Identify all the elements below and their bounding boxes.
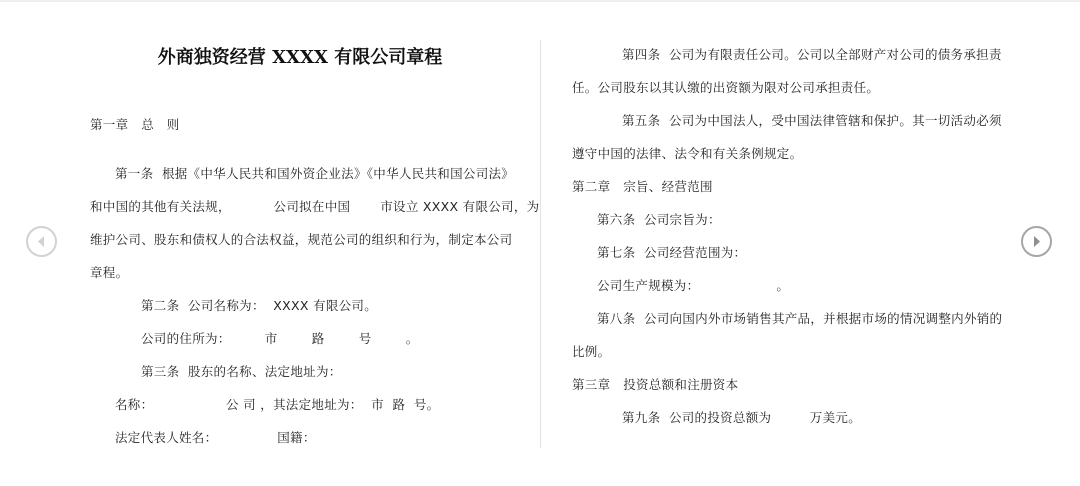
paragraph-line: 和中国的其他有关法规， 公司拟在中国 市设立 XXXX 有限公司，为 xyxy=(90,199,540,214)
paragraph-line: 第五条 公司为中国法人，受中国法律管辖和保护。其一切活动必须 xyxy=(622,113,1002,128)
paragraph-line: 第二条 公司名称为： XXXX 有限公司。 xyxy=(141,298,378,313)
page-divider xyxy=(540,40,541,448)
paragraph-line: 遵守中国的法律、法令和有关条例规定。 xyxy=(572,146,803,161)
chapter-heading: 第二章 宗旨、经营范围 xyxy=(572,179,713,194)
chapter-heading: 第一章 总 则 xyxy=(90,117,180,132)
chevron-left-icon xyxy=(28,228,55,255)
paragraph-line: 第七条 公司经营范围为： xyxy=(597,245,747,260)
paragraph-line: 第八条 公司向国内外市场销售其产品，并根据市场的情况调整内外销的 xyxy=(597,311,1003,326)
paragraph-line: 第一条 根据《中华人民共和国外资企业法》《中华人民共和国公司法》 xyxy=(115,166,515,181)
paragraph-line: 第六条 公司宗旨为： xyxy=(597,212,721,227)
paragraph-line: 章程。 xyxy=(90,265,129,280)
play-arrow-icon xyxy=(1023,228,1050,255)
top-border xyxy=(0,0,1080,2)
paragraph-line: 比例。 xyxy=(572,344,611,359)
paragraph-line: 维护公司、股东和债权人的合法权益，规范公司的组织和行为，制定本公司 xyxy=(90,232,513,247)
paragraph-line: 名称： 公 司 ，其法定地址为： 市 路 号。 xyxy=(115,397,440,412)
paragraph-line: 任。公司股东以其认缴的出资额为限对公司承担责任。 xyxy=(572,80,880,95)
paragraph-line: 第九条 公司的投资总额为 万美元。 xyxy=(622,410,862,425)
prev-page-button[interactable] xyxy=(26,226,57,257)
paragraph-line: 法定代表人姓名： 国籍： xyxy=(115,430,316,445)
paragraph-line: 第四条 公司为有限责任公司。公司以全部财产对公司的债务承担责 xyxy=(622,47,1002,62)
document-title: 外商独资经营 XXXX 有限公司章程 xyxy=(157,47,443,68)
paragraph-line: 公司生产规模为： 。 xyxy=(597,278,790,293)
paragraph-line: 公司的住所为： 市 路 号 。 xyxy=(141,331,419,346)
next-page-button[interactable] xyxy=(1021,226,1052,257)
paragraph-line: 第三条 股东的名称、法定地址为： xyxy=(141,364,342,379)
chapter-heading: 第三章 投资总额和注册资本 xyxy=(572,377,739,392)
